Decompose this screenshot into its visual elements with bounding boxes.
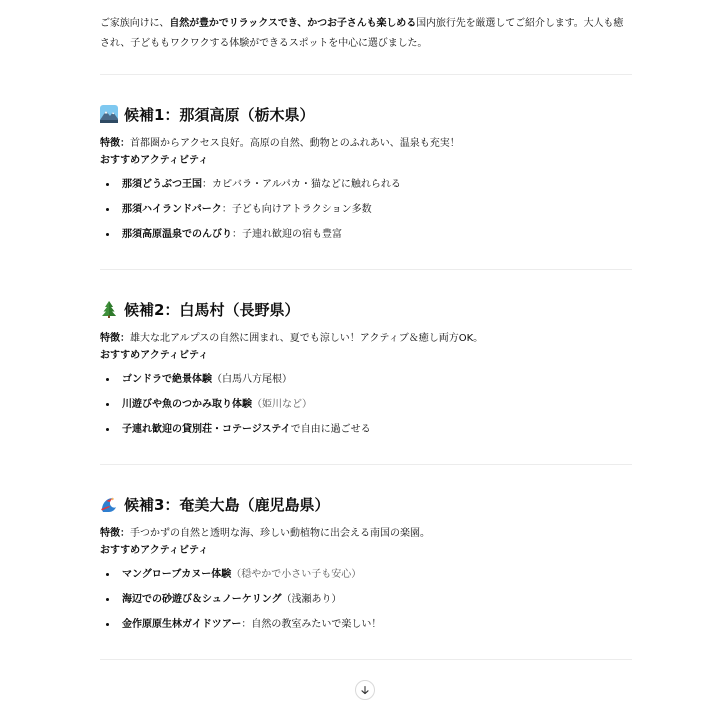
scroll-to-bottom-button[interactable] xyxy=(355,680,375,700)
candidate-title: 候補1：那須高原（栃木県） xyxy=(124,105,315,124)
candidate-feature xyxy=(100,525,632,542)
activity-note: カピバラ・アルパカ・猫などに触れられる xyxy=(212,179,401,190)
list-item xyxy=(100,562,632,587)
intro-text-2: 国内旅行先を厳選してご紹介します。大人も癒され、子どももワクワクする体験ができるスポットを中心に選びました。 xyxy=(100,18,624,49)
candidate-heading xyxy=(100,493,632,515)
list-item xyxy=(100,222,632,247)
bullet-icon xyxy=(106,403,109,406)
arrow-down-icon xyxy=(360,685,370,695)
intro-bold: 自然が豊かでリラックスでき、かつお子さんも楽しめる xyxy=(169,18,417,29)
activity-name: 海辺での砂遊び＆シュノーケリング xyxy=(122,594,282,605)
activity-name: 金作原原生林ガイドツアー xyxy=(122,619,242,630)
activity-list xyxy=(100,367,632,442)
list-item xyxy=(100,197,632,222)
feature-label: 特徴： xyxy=(100,138,130,149)
recommended-activities-title: おすすめアクティビティ xyxy=(100,155,209,166)
activity-note: （穏やかで小さい子も安心） xyxy=(231,569,362,580)
activity-list xyxy=(100,562,632,637)
bullet-icon xyxy=(106,378,109,381)
feature-label: 特徴： xyxy=(100,528,130,539)
candidate-section-2 xyxy=(100,270,632,465)
evergreen-tree-icon xyxy=(100,300,118,318)
activity-list xyxy=(100,172,632,247)
candidate-feature xyxy=(100,135,632,152)
activity-name: ゴンドラで絶景体験 xyxy=(122,374,212,385)
candidate-heading xyxy=(100,298,632,320)
chat-response xyxy=(100,14,632,660)
activity-note: で自由に過ごせる xyxy=(290,424,371,435)
activity-name: 那須高原温泉でのんびり xyxy=(122,229,232,240)
divider xyxy=(100,659,632,660)
candidate-title: 候補3：奄美大島（鹿児島県） xyxy=(124,495,330,514)
activity-name: 那須どうぶつ王国 xyxy=(122,179,202,190)
activity-separator: ： xyxy=(202,179,212,190)
bullet-icon xyxy=(106,598,109,601)
candidate-heading xyxy=(100,103,632,125)
feature-text: 首都圏からアクセス良好。高原の自然、動物とのふれあい、温泉も充実！ xyxy=(130,138,460,149)
feature-text: 雄大な北アルプスの自然に囲まれ、夏でも涼しい！アクティブ＆癒し両方OK。 xyxy=(130,333,484,344)
intro-text-1: ご家族向けに、 xyxy=(100,18,170,29)
recommended-activities-title: おすすめアクティビティ xyxy=(100,350,209,361)
bullet-icon xyxy=(106,573,109,576)
list-item xyxy=(100,417,632,442)
list-item xyxy=(100,392,632,417)
intro-paragraph xyxy=(100,14,632,54)
activity-separator: ： xyxy=(232,229,242,240)
list-item xyxy=(100,612,632,637)
activity-name: 川遊びや魚のつかみ取り体験 xyxy=(122,399,252,410)
list-item xyxy=(100,587,632,612)
activity-note: （白馬八方尾根） xyxy=(212,374,292,385)
activity-note: （浅瀬あり） xyxy=(281,594,342,605)
activity-note: 自然の教室みたいで楽しい！ xyxy=(251,619,382,630)
feature-label: 特徴： xyxy=(100,333,130,344)
bullet-icon xyxy=(106,428,109,431)
candidate-feature xyxy=(100,330,632,347)
list-item xyxy=(100,367,632,392)
candidate-section-3 xyxy=(100,465,632,660)
list-item xyxy=(100,172,632,197)
candidate-title: 候補2：白馬村（長野県） xyxy=(124,300,300,319)
bullet-icon xyxy=(106,183,109,186)
bullet-icon xyxy=(106,208,109,211)
activity-separator: ： xyxy=(241,619,252,630)
activity-note: 子連れ歓迎の宿も豊富 xyxy=(242,229,342,240)
bullet-icon xyxy=(106,623,109,626)
activity-name: マングローブカヌー体験 xyxy=(122,569,232,580)
activity-name: 子連れ歓迎の貸別荘・コテージステイ xyxy=(122,424,291,435)
activity-separator: ： xyxy=(221,204,232,215)
bullet-icon xyxy=(106,233,109,236)
mountain-snow-icon xyxy=(100,105,118,123)
candidate-section-1 xyxy=(100,75,632,270)
surfing-wave-icon xyxy=(100,495,118,513)
activity-note: 子ども向けアトラクション多数 xyxy=(231,204,372,215)
feature-text: 手つかずの自然と透明な海、珍しい動植物に出会える南国の楽園。 xyxy=(130,528,430,539)
recommended-activities-title: おすすめアクティビティ xyxy=(100,545,209,556)
activity-name: 那須ハイランドパーク xyxy=(122,204,222,215)
activity-note: （姫川など） xyxy=(252,399,312,410)
